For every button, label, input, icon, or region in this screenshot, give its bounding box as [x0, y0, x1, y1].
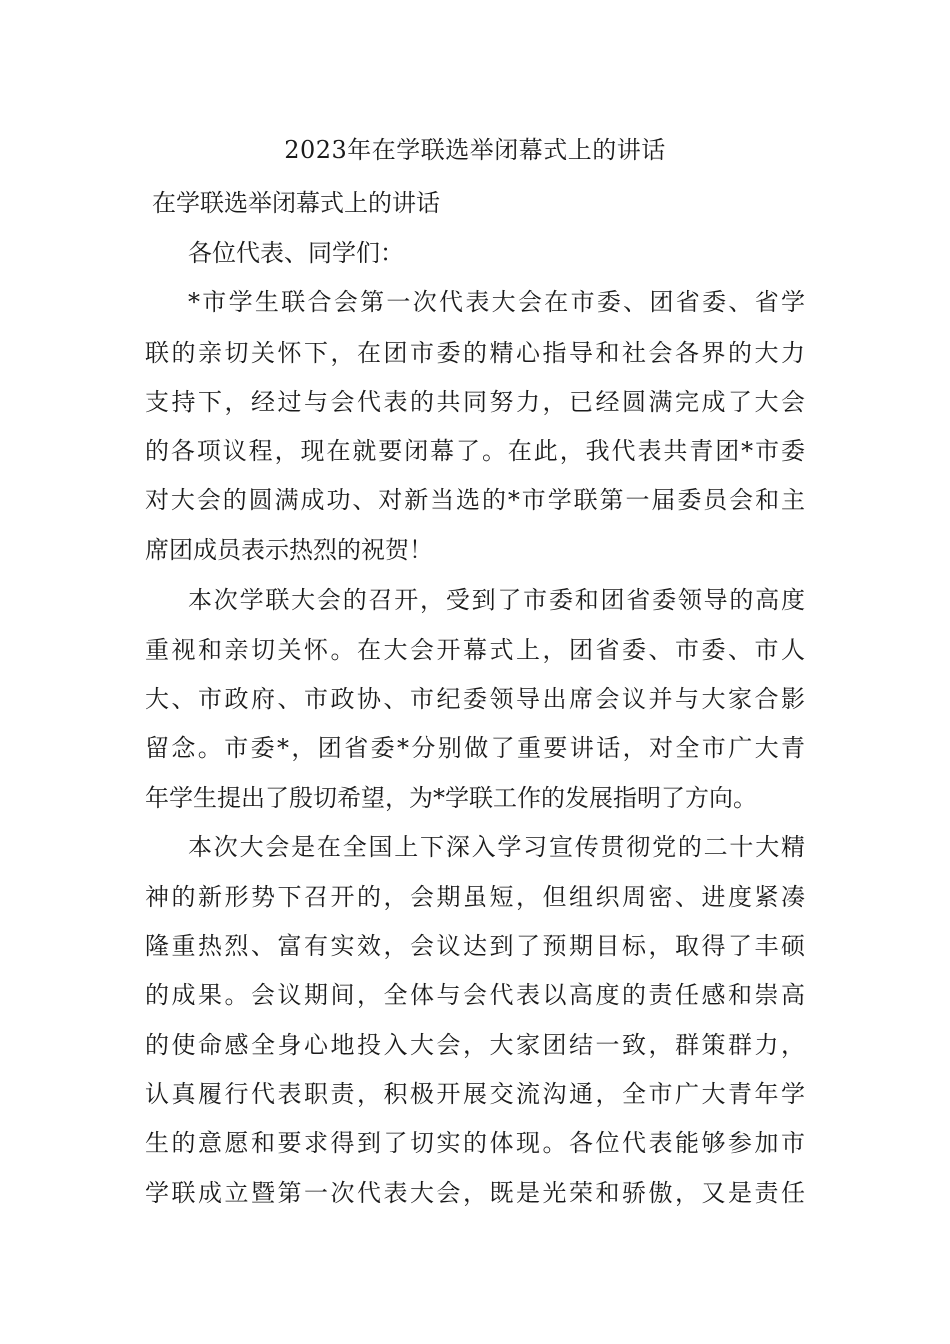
paragraph-line: 的成果。会议期间，全体与会代表以高度的责任感和崇高	[145, 981, 805, 1009]
paragraph-line: 本次大会是在全国上下深入学习宣传贯彻党的二十大精	[188, 833, 805, 861]
paragraph-line: 本次学联大会的召开，受到了市委和团省委领导的高度	[188, 586, 805, 614]
paragraph-line: 认真履行代表职责，积极开展交流沟通，全市广大青年学	[145, 1080, 805, 1108]
paragraph-line: 年学生提出了殷切希望，为*学联工作的发展指明了方向。	[145, 784, 757, 812]
paragraph-line: 的各项议程，现在就要闭幕了。在此，我代表共青团*市委	[145, 437, 805, 465]
paragraph-line: *市学生联合会第一次代表大会在市委、团省委、省学	[188, 288, 805, 316]
paragraph-line: 的使命感全身心地投入大会，大家团结一致，群策群力，	[145, 1031, 805, 1059]
paragraph-line: 生的意愿和要求得到了切实的体现。各位代表能够参加市	[145, 1129, 805, 1157]
paragraph-line: 神的新形势下召开的，会期虽短，但组织周密、进度紧凑	[145, 883, 805, 911]
paragraph-line: 留念。市委*，团省委*分别做了重要讲话，对全市广大青	[145, 734, 805, 762]
salutation: 各位代表、同学们：	[188, 239, 404, 267]
paragraph-line: 大、市政府、市政协、市纪委领导出席会议并与大家合影	[145, 685, 805, 713]
paragraph-line: 重视和亲切关怀。在大会开幕式上，团省委、市委、市人	[145, 636, 805, 664]
paragraph-line: 学联成立暨第一次代表大会，既是光荣和骄傲，又是责任	[145, 1179, 805, 1207]
paragraph-line: 隆重热烈、富有实效，会议达到了预期目标，取得了丰硕	[145, 932, 805, 960]
paragraph-line: 席团成员表示热烈的祝贺！	[145, 536, 433, 564]
paragraph-line: 联的亲切关怀下，在团市委的精心指导和社会各界的大力	[145, 339, 805, 367]
document-subtitle: 在学联选举闭幕式上的讲话	[152, 189, 440, 217]
document-title: 2023年在学联选举闭幕式上的讲话	[284, 136, 666, 164]
paragraph-line: 支持下，经过与会代表的共同努力，已经圆满完成了大会	[145, 388, 805, 416]
paragraph-line: 对大会的圆满成功、对新当选的*市学联第一届委员会和主	[145, 486, 805, 514]
